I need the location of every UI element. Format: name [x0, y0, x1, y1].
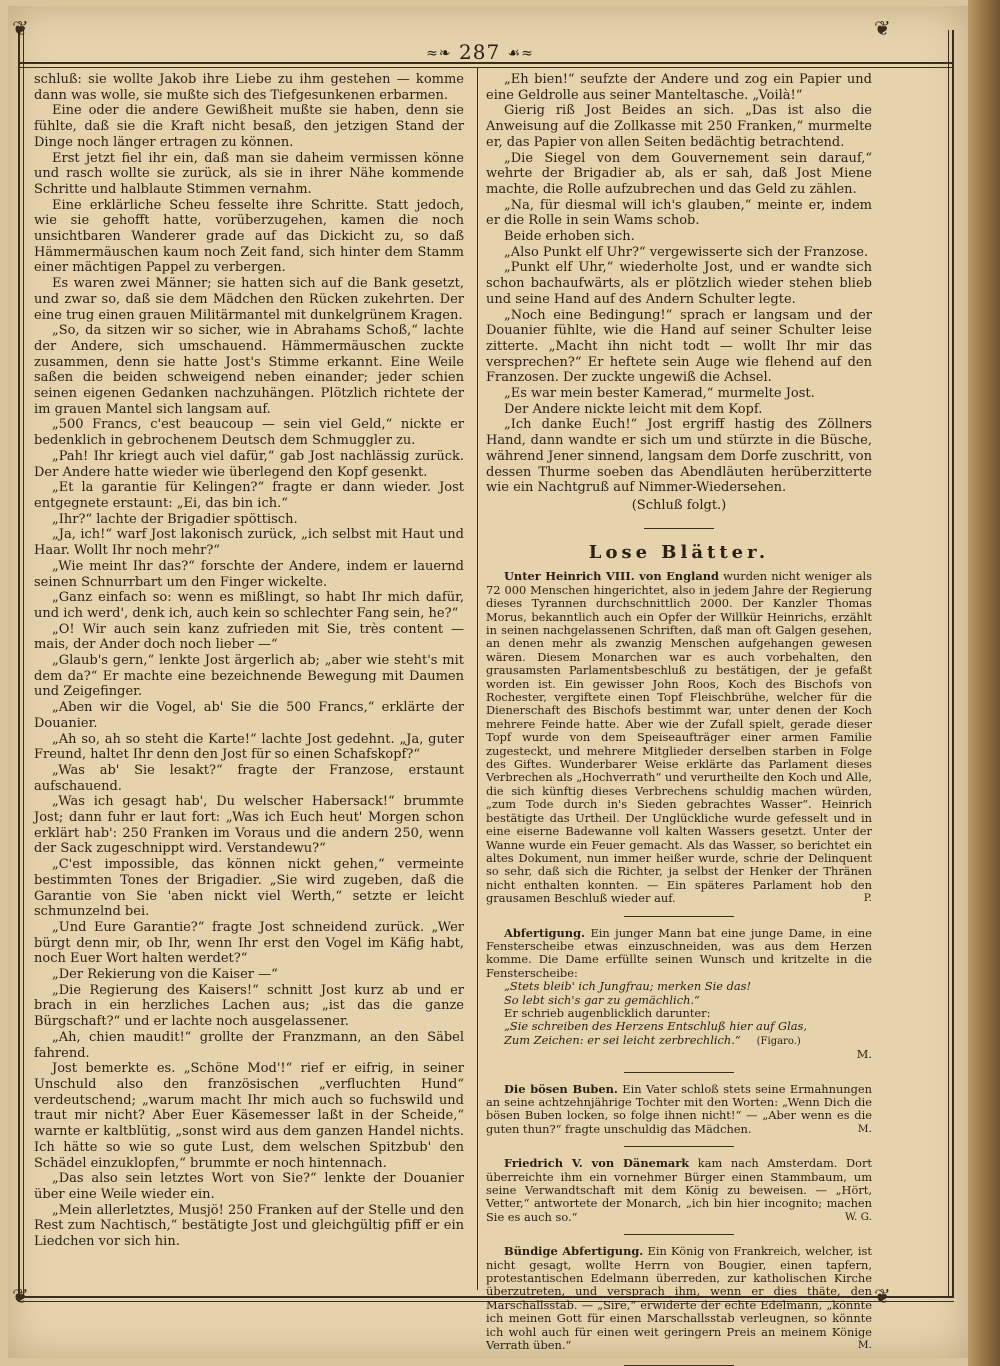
flourish-icon: ≈❧ [426, 45, 452, 62]
story-paragraph: „Et la garantie für Kelingen?“ fragte er dann wieder. Jost entgegnete erstaunt: „Ei, das bin ich.“ [34, 480, 464, 511]
anecdote-lead: Abfertigung. [504, 925, 585, 940]
anecdote-item [486, 1245, 872, 1352]
divider [624, 1365, 734, 1366]
story-paragraph: „Punkt elf Uhr,“ wiederholte Jost, und er wandte sich schon bachaufwärts, als er plötzlich wieder stehen blieb und seine Hand auf des Andern Schulter legte. [486, 260, 872, 307]
story-paragraph: „Aben wir die Vogel, ab' Sie die 500 Francs,“ erklärte der Douanier. [34, 700, 464, 731]
anecdote-item-sig [486, 1048, 872, 1061]
verse-line: So lebt sich's gar zu gemächlich.“ [504, 992, 700, 1007]
column-divider [477, 68, 478, 1290]
story-paragraph: „Eh bien!“ seufzte der Andere und zog ein Papier und eine Geldrolle aus seiner Manteltasche. „Voilà!“ [486, 72, 872, 103]
story-paragraph: „Ich danke Euch!“ Jost ergriff hastig des Zöllners Hand, dann wandte er sich um und stürzte in die Büsche, während Jener sinnend, langsam dem Dorfe zuschritt, von dessen Thurme soeben das Abendläuten herüberzitterte wie ein Nachtgruß auf Nimmer-Wiedersehen. [486, 417, 872, 496]
anecdote-item [486, 1083, 872, 1137]
story-paragraph: „Der Rekierung von die Kaiser —“ [52, 967, 278, 983]
story-paragraph: schluß: sie wollte Jakob ihre Liebe zu ihm gestehen — komme dann was wolle, sie mußte sich des Tiefgesunkenen erbarmen. [34, 72, 464, 103]
story-paragraph: „Na, für diesmal will ich's glauben,“ meinte er, indem er die Rolle in sein Wams schob. [486, 197, 872, 229]
anecdote-signature: M. [857, 1339, 872, 1352]
anecdote-signature: M. [857, 1122, 872, 1135]
flourish-icon: ☙≈ [507, 45, 534, 62]
anecdote-text: Ein König von Frankreich, welcher, ist nicht gesagt, wollte Herrn von Bougier, einen tapfern, protestantischen Edelmann überreden, zur katholischen Kirche überzutreten, und versprach ihm, wenn er dies thäte, den Marschallsstab. — „Sire,“ erwiderte der echte Edelmann, „könnte ich meinen Gott für einen Marschallsstab verleugnen, so könnte ich wohl auch für einen weit geringern Preis an meinem Könige Verrath üben.“ [486, 1244, 872, 1353]
corner-ornament-icon: ❦ [12, 16, 29, 40]
source-note: (Figaro.) [756, 1035, 801, 1047]
left-column [34, 72, 464, 1290]
right-column [486, 72, 872, 1353]
story-paragraph: „Ah, chien maudit!“ grollte der Franzmann, an den Säbel fahrend. [34, 1029, 464, 1061]
story-paragraph: „Mein allerletztes, Musjö! 250 Franken auf der Stelle und den Rest zum Nachtisch,“ bestätigte Jost und gleichgültig pfiff er ein Liedchen vor sich hin. [34, 1202, 464, 1250]
anecdote-lead: Friedrich V. von Dänemark [504, 1156, 690, 1171]
story-paragraph: „Noch eine Bedingung!“ sprach er langsam und der Douanier fühlte, wie die Hand auf seiner Schulter leise zitterte. „Macht ihn nicht todt — wollt Ihr mir das versprechen?“ Er heftete sein Auge wie flehend auf den Franzosen. Der zuckte ungewiß die Achsel. [486, 307, 872, 386]
anecdote-lead: Die bösen Buben. [504, 1081, 618, 1096]
anecdote-item [486, 927, 872, 981]
story-paragraph: „Ja, ich!“ warf Jost lakonisch zurück, „ich selbst mit Haut und Haar. Wollt Ihr noch mehr?“ [34, 527, 464, 559]
story-paragraph: „Wie meint Ihr das?“ forschte der Andere, indem er lauernd seinen Schnurrbart um den Finger wickelte. [34, 558, 464, 590]
story-paragraph: „Glaub's gern,“ lenkte Jost ärgerlich ab; „aber wie steht's mit dem da?“ Er machte eine bezeichnende Bewegung mit Daumen und Zeigefinger. [34, 653, 464, 700]
section-title: Lose Blätter. [588, 541, 770, 563]
corner-ornament-icon: ❦ [12, 1284, 29, 1308]
anecdote-lead: Bündige Abfertigung. [504, 1244, 644, 1259]
story-paragraph: „Das also sein letztes Wort von Sie?“ lenkte der Douanier über eine Weile wieder ein. [34, 1171, 464, 1202]
corner-ornament-icon: ❦ [874, 1284, 891, 1308]
story-paragraph: „Ganz einfach so: wenn es mißlingt, so habt Ihr mich dafür, und ich werd', denk ich, auch kein so schlechter Fang sein, he?“ [34, 590, 464, 621]
anecdote-text: wurden nicht weniger als 72 000 Menschen hingerichtet, also in jedem Jahre der Regierung dieses Tyrannen durchschnittlich 2000. Der Kanzler Thomas Morus, bekanntlich auch ein Opfer der Willkür Heinrichs, erzählt in seinen nachgelassenen Schriften, daß man oft Galgen gesehen, an denen mehr als zwanzig Menschen aufgehangen gewesen wären. Diesem Monarchen war es auch vorbehalten, den grausamsten Parlamentsbeschluß zu bestätigen, der je gefaßt worden ist. Ein gewisser John Roos, Koch des Bischofs von Rochester, vergiftete einen Topf Fleischbrühe, welcher für die Dienerschaft des Bischofs bestimmt war, unter denen der Koch mehrere Feinde hatte. Aber wie der Zufall spielt, gerade dieser Topf wurde von dem Speiseaufträger einer armen Familie zugesteckt, und mehrere Mitglieder derselben starben in Folge des Giftes. Wunderbarer Weise erklärte das Parlament dieses Verbrechen als „Hochverrath“ und verurtheilte den Koch und Alle, die sich künftig dieses Verbrechens schuldig machen würden, „zum Tode durch in's Sieden gebrachtes Wasser“. Heinrich bestätigte das Urtheil. Der Unglückliche wurde gefesselt und in eine eiserne Badewanne voll kalten Wassers gesetzt. Unter der Wanne wurde ein Feuer gemacht. Als das Wasser, so berichtet ein altes Dokument, nun immer heißer wurde, schrie der Delinquent so sehr, daß sich die Richter, ja selbst der Henker der Thränen nicht enthalten konnten. — Ein späteres Parlament hob den grausamen Beschluß wieder auf. [486, 569, 872, 906]
divider [624, 1072, 734, 1073]
story-paragraph: „Es war mein bester Kamerad,“ murmelte Jost. [504, 386, 815, 402]
page-header [380, 40, 580, 64]
story-paragraph: „O! Wir auch sein kanz zufrieden mit Sie, très content — mais, der Ander doch noch lieber —“ [34, 621, 464, 653]
continued-note: (Schluß folgt.) [631, 497, 727, 513]
verse-line-text: Zum Zeichen: er sei leicht zerbrechlich.“ [504, 1032, 741, 1047]
verse-line: „Stets bleib' ich Jungfrau; merken Sie das! [504, 979, 752, 994]
anecdote-text: Er schrieb augenblicklich darunter: [504, 1005, 711, 1020]
story-paragraph: „Ah so, ah so steht die Karte!“ lachte Jost gedehnt. „Ja, guter Freund, haltet Ihr denn den Jost für so einen Schafskopf?“ [34, 731, 464, 763]
story-paragraph: Eine oder die andere Gewißheit mußte sie haben, denn sie fühlte, daß sie die Kraft nicht besaß, den jetzigen Stand der Dinge noch länger ertragen zu können. [34, 103, 464, 150]
divider [624, 916, 734, 917]
story-paragraph: Es waren zwei Männer; sie hatten sich auf die Bank gesetzt, und zwar so, daß sie dem Mädchen den Rücken zukehrten. Der eine trug einen grauen Militärmantel mit dunkelgrünem Kragen. [34, 276, 464, 323]
divider [624, 1146, 734, 1147]
story-paragraph: „Was ab' Sie lesakt?“ fragte der Franzose, erstaunt aufschauend. [34, 762, 464, 794]
story-paragraph: „Ihr?“ lachte der Brigadier spöttisch. [52, 511, 298, 527]
story-paragraph: „Und Eure Garantie?“ fragte Jost schneidend zurück. „Wer bürgt denn mir, ob Ihr, wenn Ihr erst den Vogel im Käfig habt, noch Euer Wort halten werdet?“ [34, 919, 464, 967]
divider [624, 1234, 734, 1235]
verse-line: „Sie schreiben des Herzens Entschluß hier auf Glas, [504, 1019, 807, 1034]
anecdote-item [486, 570, 872, 905]
story-paragraph: Eine erklärliche Scheu fesselte ihre Schritte. Statt jedoch, wie sie gehofft hatte, vorüberzugehen, kamen die noch unsichtbaren Wanderer grade auf das Dickicht zu, so daß Hämmermäuschen kaum noch Zeit fand, sich hinter dem Stamm einer mächtigen Pappel zu verbergen. [34, 197, 464, 276]
story-paragraph: Erst jetzt fiel ihr ein, daß man sie daheim vermissen könne und rasch wollte sie zurück, als sie in ihrer Nähe kommende Schritte und halblaute Stimmen vernahm. [34, 150, 464, 197]
story-paragraph: Gierig riß Jost Beides an sich. „Das ist also die Anweisung auf die Zollkasse mit 250 Franken,“ murmelte er, das Papier von allen Seiten bedächtig betrachtend. [486, 103, 872, 150]
story-paragraph: Der Andere nickte leicht mit dem Kopf. [504, 401, 763, 417]
book-gutter [968, 0, 1000, 1366]
anecdote-text: Ein Vater schloß stets seine Ermahnungen an seine achtzehnjährige Tochter mit den Worten: „Wenn Dich die bösen Buben locken, so folge ihnen nicht!“ — „Aber wenn es die guten thun?“ fragte unschuldig das Mädchen. [486, 1081, 872, 1136]
story-paragraph: Jost bemerkte es. „Schöne Mod'!“ rief er eifrig, in seiner Unschuld also den französischen „verfluchten Hund“ verdeutschend; „warum macht Ihr mich auch so fuchswild und traut mir nicht? Aber Euer Käsemesser laßt in der Scheide,“ warnte er kaltblütig, „sonst wird aus dem ganzen Handel nichts. Ich hätte so wie so gute Lust, dem welschen Spitzbub' den Schädel einzuklopfen,“ brummte er noch hintennach. [34, 1061, 464, 1171]
story-paragraph: „Die Regierung des Kaisers!“ schnitt Jost kurz ab und er brach in ein herzliches Lachen aus; „ist das die ganze Bürgschaft?“ und er lachte noch ausgelassener. [34, 982, 464, 1030]
anecdote-item [486, 1157, 872, 1224]
story-paragraph: „500 Francs, c'est beaucoup — sein viel Geld,“ nickte er bedenklich in gebrochenem Deutsch dem Schmuggler zu. [34, 417, 464, 449]
story-paragraph: „Die Siegel von dem Gouvernement sein darauf,“ wehrte der Brigadier ab, als er sah, daß Jost Miene machte, die Rolle aufzubrechen und das Geld zu zählen. [486, 150, 872, 197]
story-paragraph: „C'est impossible, das können nickt gehen,“ vermeinte bestimmten Tones der Brigadier. „Sie wird zugeben, daß die Garantie von Sie 'aben nickt viel Werth,“ setzte er leicht schmunzelnd bei. [34, 857, 464, 920]
story-paragraph: „Pah! Ihr kriegt auch viel dafür,“ gab Jost nachlässig zurück. Der Andere hatte wieder wie überlegend den Kopf gesenkt. [34, 448, 464, 480]
anecdote-lead: Unter Heinrich VIII. von England [504, 569, 720, 584]
story-paragraph: „Also Punkt elf Uhr?“ vergewisserte sich der Franzose. [504, 244, 869, 260]
divider [644, 528, 714, 529]
story-paragraph: „So, da sitzen wir so sicher, wie in Abrahams Schoß,“ lachte der Andere, sich umschauend. Hämmermäuschen zuckte zusammen, denn sie hatte Jost's Stimme erkannt. Eine Weile saßen die beiden schweigend neben einander; jeder schien seinen eigenen Gedanken nachzuhängen. Plötzlich richtete der im grauen Mantel sich langsam auf. [34, 323, 464, 417]
story-paragraph: Beide erhoben sich. [504, 229, 635, 245]
page-number: 287 [459, 40, 501, 64]
story-paragraph: „Was ich gesagt hab', Du welscher Habersack!“ brummte Jost; dann fuhr er laut fort: „Was ich Euch heut' Morgen schon erklärt hab': 250 Franken im Voraus und die andern 250, wenn der Sack zugeschnippt wird. Verstandewu?“ [34, 794, 464, 857]
anecdote-signature: W. G. [845, 1210, 872, 1223]
verse-line [486, 1034, 872, 1048]
anecdote-signature: P. [863, 892, 872, 905]
anecdote-text: Ein junger Mann bat eine junge Dame, in eine Fensterscheibe etwas einzuschneiden, was aus dem Herzen komme. Die Dame erfüllte seinen Wunsch und kritzelte in die Fensterscheibe: [486, 925, 872, 980]
anecdote-text: kam nach Amsterdam. Dort überreichte ihm ein vornehmer Bürger einen Stammbaum, um seine Verwandtschaft mit dem König zu beweisen. — „Hört, Vetter,“ antwortete der Monarch, „ich bin hier incognito; machen Sie es auch so.“ [486, 1156, 872, 1224]
corner-ornament-icon: ❦ [874, 16, 891, 40]
anecdote-signature: M. [856, 1047, 872, 1062]
